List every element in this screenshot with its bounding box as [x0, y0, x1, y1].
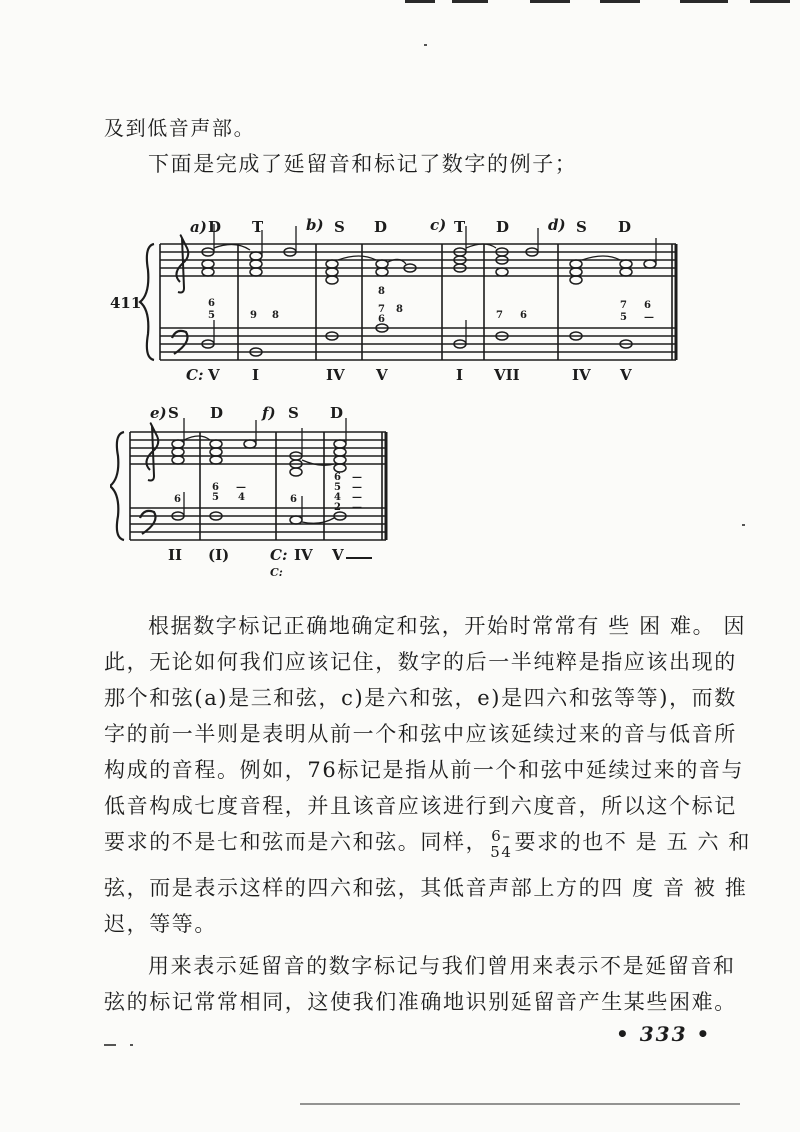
figure: 6 [208, 298, 215, 309]
top-edge-mark [530, 0, 570, 3]
text-line: 弦的标记常常相同，这使我们准确地识别延留音产生某些困难。 [104, 990, 737, 1014]
text-segment: 要求的不是七和弦而是六和弦。同样， [104, 830, 489, 854]
top-edge-mark [452, 0, 488, 3]
func-label: S [168, 404, 179, 422]
figure: 6 [174, 494, 181, 505]
figure: 5 [212, 492, 219, 503]
func-label: D [208, 218, 222, 236]
scan-speck [104, 1044, 116, 1046]
func-label: D [374, 218, 388, 236]
barlines [160, 244, 676, 360]
figure: 5 [208, 310, 215, 321]
ex-label: d) [548, 216, 566, 234]
text-line: 此，无论如何我们应该记住，数字的后一半纯粹是指应该出现的 [104, 650, 737, 674]
text-line: 迟，等等。 [104, 912, 217, 936]
stems [214, 224, 656, 344]
figure: 8 [396, 304, 403, 315]
text-line: 根据数字标记正确地确定和弦，开始时常常有 些 困 难。 因 [148, 614, 747, 638]
figure: 4 [334, 492, 341, 503]
figure: 6 [520, 310, 527, 321]
brace [140, 244, 154, 360]
stems [184, 418, 346, 520]
figure: — [352, 472, 362, 483]
func-label: D [496, 218, 510, 236]
top-edge-mark [680, 0, 728, 3]
text-line: 弦，而是表示这样的四六和弦，其低音声部上方的四 度 音 被 推 [104, 876, 748, 900]
scan-speck [742, 524, 745, 526]
roman-numeral: V [376, 366, 388, 384]
figure: 8 [272, 310, 279, 321]
figure: — [352, 502, 362, 513]
func-label: D [330, 404, 344, 422]
text-line-with-fraction [104, 826, 751, 860]
ties [214, 244, 620, 264]
figure: — [236, 482, 246, 493]
example-number: 411 [110, 294, 142, 312]
figure: 5 [620, 312, 627, 323]
func-label: D [210, 404, 224, 422]
frac-bottom: 54 [490, 842, 513, 861]
figure: 9 [250, 310, 257, 321]
bass-clef [140, 511, 156, 534]
func-label: T [454, 218, 466, 236]
text-line-intro: 下面是完成了延留音和标记了数字的例子； [148, 152, 578, 176]
top-edge-mark [600, 0, 640, 3]
text-segment: 要求的也不 是 五 六 和 [514, 830, 752, 854]
key-label-below: C: [270, 566, 283, 579]
roman-numeral: V [620, 366, 632, 384]
figure: 5 [334, 482, 341, 493]
treble-staff [130, 432, 386, 464]
func-label: D [618, 218, 632, 236]
figure: 6 [378, 314, 385, 325]
key-label: C: [270, 546, 288, 564]
key-label: C: [186, 366, 204, 384]
music-example-411 [110, 210, 690, 385]
ex-label: c) [430, 216, 447, 234]
brace [110, 432, 124, 540]
ex-label: b) [306, 216, 324, 234]
figure: — [352, 482, 362, 493]
notes [172, 440, 346, 524]
text-line-top: 及到低音声部。 [104, 116, 256, 140]
figure: 2 [334, 502, 341, 513]
figure: 4 [238, 492, 245, 503]
ex-label: e) [150, 404, 167, 422]
scan-speck [130, 1044, 133, 1046]
text-line: 用来表示延留音的数字标记与我们曾用来表示不是延留音和 [148, 954, 736, 978]
roman-numeral: I [456, 366, 464, 384]
func-label: T [252, 218, 264, 236]
bottom-scan-line [300, 1103, 740, 1105]
scan-speck [424, 44, 427, 46]
figure: — [352, 492, 362, 503]
top-edge-mark [750, 0, 790, 3]
roman-numeral: II [168, 546, 183, 564]
top-edge-mark [405, 0, 435, 3]
roman-numeral: V [332, 546, 344, 564]
ex-label: a) [190, 218, 207, 236]
bass-staff [130, 508, 386, 540]
text-line: 字的前一半则是表明从前一个和弦中应该延续过来的音与低音所 [104, 722, 737, 746]
frac-top: 6– [491, 826, 512, 845]
figure: 7 [620, 300, 627, 311]
bass-clef [172, 331, 188, 354]
page-number: • 333 • [616, 1022, 712, 1046]
roman-numeral: VII [494, 366, 520, 384]
figure: 6 [644, 300, 651, 311]
text-line: 低音构成七度音程，并且该音应该进行到六度音，所以这个标记 [104, 794, 737, 818]
notes [202, 248, 656, 356]
roman-numeral: I [252, 366, 260, 384]
figure: — [644, 312, 654, 323]
music-example-2 [110, 398, 400, 583]
figure: 7 [378, 304, 385, 315]
text-line: 构成的音程。例如，76标记是指从前一个和弦中延续过来的音与 [104, 758, 745, 782]
func-label: S [334, 218, 345, 236]
ex-label: f) [262, 404, 276, 422]
roman-numeral: IV [572, 366, 591, 384]
roman-numeral: IV [294, 546, 313, 564]
figure: 8 [378, 286, 385, 297]
figure: 7 [496, 310, 503, 321]
ties [184, 436, 334, 523]
func-label: S [288, 404, 299, 422]
text-line: 那个和弦(a)是三和弦，c)是六和弦，e)是四六和弦等等)，而数 [104, 686, 737, 710]
roman-numeral: (I) [208, 546, 230, 564]
roman-numeral: V [208, 366, 220, 384]
roman-numeral: IV [326, 366, 345, 384]
figure: 6 [212, 482, 219, 493]
func-label: S [576, 218, 587, 236]
figure: 6 [290, 494, 297, 505]
figure: 6 [334, 472, 341, 483]
figured-fraction [490, 828, 512, 860]
